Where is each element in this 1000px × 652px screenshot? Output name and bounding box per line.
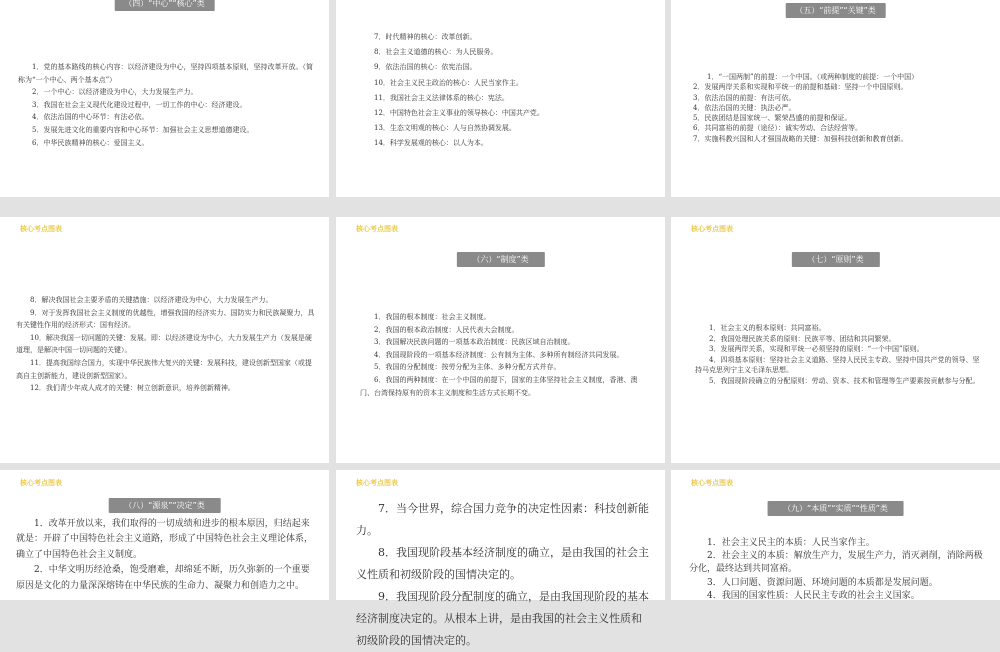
- slide-body: [360, 30, 650, 152]
- line: 7．时代精神的核心：改革创新。: [374, 33, 477, 41]
- line: 1．党的基本路线的核心内容：以经济建设为中心，坚持四项基本原则，坚持改革开放。（简称为“一个中心、两个基本点”）: [18, 63, 313, 84]
- line: 7．实施科教兴国和人才强国战略的关键：加强科技创新和教育创新。: [693, 134, 908, 143]
- line: 6．我国的两种制度：在一个中国的前提下，国家的主体坚持社会主义制度，香港、澳门、台湾保持原有的资本主义制度和生活方式长期不变。: [360, 375, 638, 397]
- line: 10．社会主义民主政治的核心：人民当家作主。: [374, 78, 523, 87]
- line: 2．一个中心：以经济建设为中心，大力发展生产力。: [32, 88, 198, 97]
- slide-tag: 核心考点图表: [356, 225, 398, 233]
- line: 1．社会主义的根本原则：共同富裕。: [709, 324, 826, 332]
- slide-body: [695, 323, 981, 387]
- line: 5．发展先进文化的重要内容和中心环节：加强社会主义思想道德建设。: [32, 125, 254, 134]
- line: 8．社会主义道德的核心：为人民服务。: [374, 48, 498, 57]
- slide-6[interactable]: [671, 217, 1000, 463]
- line: 10．解决我国一切问题的关键：发展。即：以经济建设为中心，大力发展生产力（发展是硬道理，是解决中国一切问题的关键）。: [16, 333, 312, 355]
- line: 3．发展两岸关系，实现和平统一必须坚持的原则：“一个中国”原则。: [709, 345, 924, 354]
- slide-body: [689, 537, 989, 603]
- slide-title: （五）“前提”“关键”类: [785, 3, 886, 18]
- slide-body: [360, 311, 650, 399]
- line: 4．我国现阶段的一项基本经济制度：公有制为主体、多种所有制经济共同发展。: [374, 350, 624, 359]
- line: 4．依法治国的关键：执法必严。: [693, 103, 796, 112]
- slide-title: （七）“原则”类: [791, 252, 879, 267]
- line: 5．我国现阶段确立的分配原则：劳动、资本、技术和管理等生产要素按贡献参与分配。: [709, 376, 980, 385]
- slide-tag: 核心考点图表: [691, 225, 733, 233]
- slide-body: [356, 498, 652, 652]
- slide-tag: 核心考点图表: [20, 479, 62, 487]
- slide-title: （六）“制度”类: [456, 252, 544, 267]
- slide-tag: 核心考点图表: [20, 225, 62, 233]
- line: 3．我国在社会主义现代化建设过程中，一切工作的中心：经济建设。: [32, 100, 247, 109]
- slide-tag: 核心考点图表: [356, 479, 398, 487]
- slide-title: （四）“中心”“核心”类: [114, 0, 215, 11]
- line: 1．社会主义民主的本质：人民当家作主。: [707, 538, 875, 548]
- line: 2．我国处理民族关系的原则：民族平等、团结和共同繁荣。: [709, 334, 896, 343]
- slide-5[interactable]: [336, 217, 665, 463]
- line: 3．人口问题、资源问题、环境问题的本质都是发展问题。: [707, 577, 938, 588]
- line: 6．中华民族精神的核心：爱国主义。: [32, 138, 149, 147]
- slide-3[interactable]: [671, 0, 1000, 197]
- line: 5．我国的分配制度：按劳分配为主体、多种分配方式并存。: [374, 363, 561, 372]
- slide-4[interactable]: [0, 217, 329, 463]
- line: 9．依法治国的核心：依宪治国。: [374, 63, 477, 72]
- line: 2．我国的根本政治制度：人民代表大会制度。: [374, 325, 519, 334]
- slide-1[interactable]: [0, 0, 329, 197]
- line: 3．依法治国的前提：有法可依。: [693, 93, 796, 102]
- slide-body: [16, 517, 318, 594]
- line: 8．我国现阶段基本经济制度的确立，是由我国的社会主义性质和初级阶段的国情决定的。: [356, 546, 649, 581]
- slide-8[interactable]: [336, 470, 665, 647]
- line: 2．中华文明历经沧桑，饱受磨难，却绵延不断，历久弥新的一个重要原因是文化的力量深深熔铸在中华民族的生命力、凝聚力和创造力之中。: [16, 565, 310, 591]
- line: 2．发展两岸关系和实现和平统一的前提和基础：坚持一个中国原则。: [693, 83, 908, 92]
- line: 3．我国解决民族问题的一项基本政治制度：民族区域自治制度。: [374, 338, 575, 347]
- slide-7[interactable]: [0, 470, 329, 600]
- line: 2．社会主义的本质：解放生产力，发展生产力，消灭剥削，消除两极分化，最终达到共同富裕。: [689, 551, 983, 575]
- line: 1．我国的根本制度：社会主义制度。: [374, 313, 491, 321]
- line: 6．共同富裕的前提（途径）：诚实劳动、合法经营等。: [693, 124, 862, 133]
- line: 4．依法治国的中心环节：有法必依。: [32, 113, 149, 122]
- line: 7．当今世界，综合国力竞争的决定性因素：科技创新能力。: [356, 502, 649, 537]
- line: 11．我国社会主义法律体系的核心：宪法。: [374, 93, 509, 102]
- slide-9[interactable]: [671, 470, 1000, 600]
- line: 5．民族团结是国家统一、繁荣昌盛的前提和保证。: [693, 114, 852, 123]
- line: 12．我们青少年成人成才的关键：树立创新意识，培养创新精神。: [30, 384, 235, 393]
- line: 11．提高我国综合国力，实现中华民族伟大复兴的关键：发展科技，建设创新型国家（或提高自主创新能力，建设创新型国家）。: [16, 358, 312, 380]
- line: 13．生态文明观的核心：人与自然协调发展。: [374, 124, 516, 133]
- slide-tag: 核心考点图表: [691, 479, 733, 487]
- line: 14．科学发展观的核心：以人为本。: [374, 139, 488, 148]
- line: 4．我国的国家性质：人民民主专政的社会主义国家。: [707, 590, 920, 601]
- line: 9．我国现阶段分配制度的确立，是由我国现阶段的基本经济制度决定的。从根本上讲，是由我国的社会主义性质和初级阶段的国情决定的。: [356, 590, 649, 647]
- line: 9．对于发挥我国社会主义制度的优越性，增强我国的经济实力、国防实力和民族凝聚力，具有关键性作用的经济形式：国有经济。: [16, 308, 315, 330]
- slide-title: （九）“本质”“实质”“性质”类: [767, 501, 904, 516]
- slide-title: （八）“源泉”“决定”类: [108, 498, 221, 513]
- line: 1．改革开放以来，我们取得的一切成绩和进步的根本原因，归结起来就是：开辟了中国特色社会主义道路，形成了中国特色社会主义理论体系，确立了中国特色社会主义制度。: [16, 519, 314, 560]
- slide-body: [18, 61, 314, 149]
- slide-body: [693, 72, 993, 144]
- line: 8．解决我国社会主要矛盾的关键措施：以经济建设为中心，大力发展生产力。: [30, 296, 273, 304]
- line: 1．“一国两制”的前提：一个中国。（或两种制度的前提：一个中国）: [707, 73, 919, 81]
- slide-body: [16, 294, 316, 395]
- line: 4．四项基本原则：坚持社会主义道路、坚持人民民主专政、坚持中国共产党的领导、坚持马克思列宁主义毛泽东思想。: [695, 355, 980, 375]
- slide-2[interactable]: [336, 0, 665, 197]
- line: 12．中国特色社会主义事业的领导核心：中国共产党。: [374, 109, 544, 118]
